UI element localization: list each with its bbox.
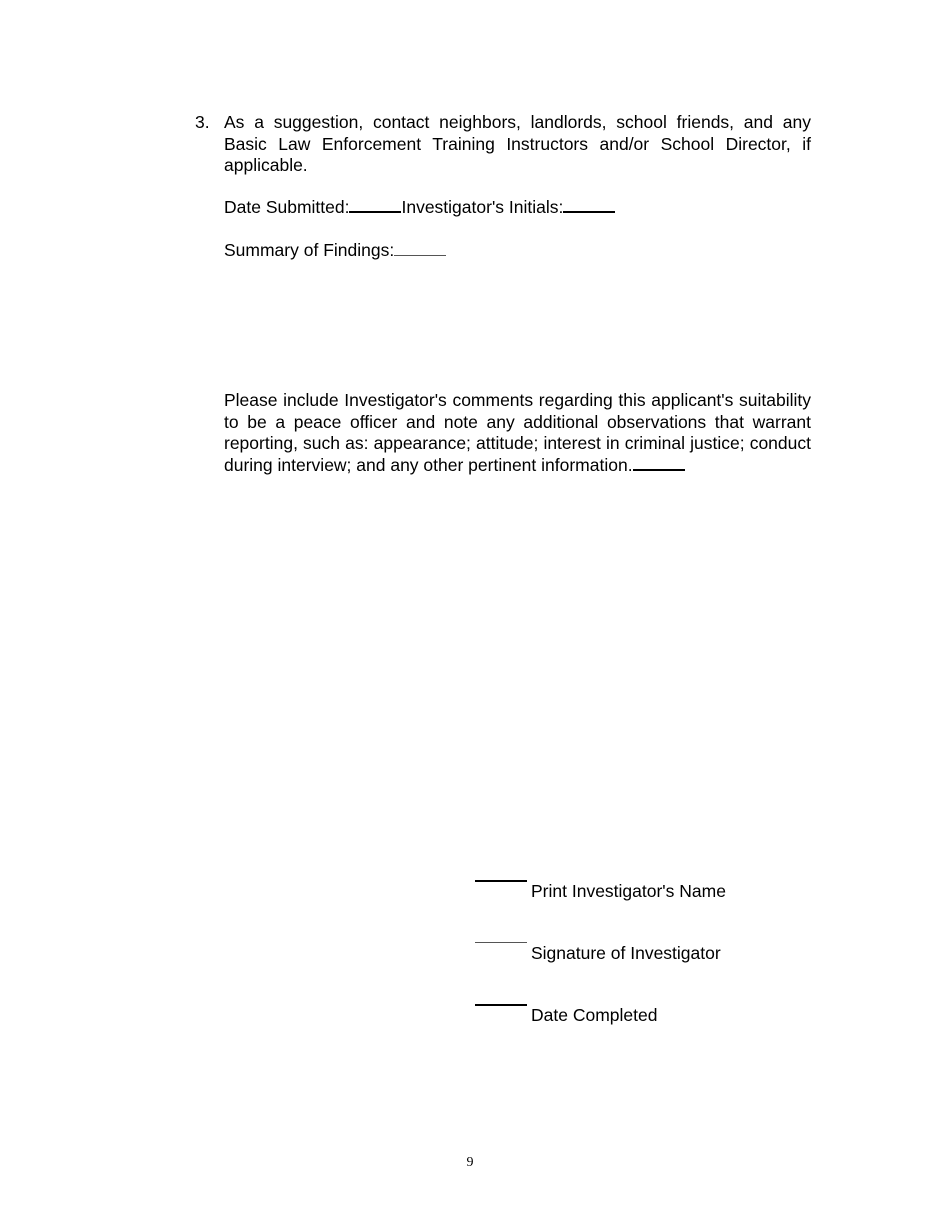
date-submitted-row <box>224 197 615 219</box>
signature-line[interactable] <box>475 942 527 943</box>
investigator-initials-label: Investigator's Initials: <box>401 197 564 217</box>
comments-instruction-text: Please include Investigator's comments regarding this applicant's suitability to be a peace officer and note any additional observations that warrant reporting, such as: appearance; attitude; interest in criminal justice; conduct during interview; and any other pertinent information. <box>224 390 811 475</box>
signature-label: Signature of Investigator <box>531 943 721 963</box>
date-completed-line[interactable] <box>475 1004 527 1006</box>
summary-of-findings-label: Summary of Findings: <box>224 240 395 260</box>
summary-row <box>224 240 446 262</box>
comments-instruction <box>224 390 811 476</box>
print-name-label: Print Investigator's Name <box>531 881 726 901</box>
comments-blank[interactable] <box>633 455 685 471</box>
date-completed-label: Date Completed <box>531 1005 658 1025</box>
item-number: 3. <box>195 112 210 132</box>
date-submitted-label: Date Submitted: <box>224 197 350 217</box>
date-submitted-blank[interactable] <box>349 197 401 213</box>
investigator-initials-blank[interactable] <box>563 197 615 213</box>
summary-of-findings-blank[interactable] <box>394 241 446 256</box>
item-instruction-text: As a suggestion, contact neighbors, landlords, school friends, and any Basic Law Enforcement Training Instructors and/or School Director, if applicable. <box>224 112 811 175</box>
page-number: 9 <box>466 1155 474 1170</box>
print-name-line[interactable] <box>475 880 527 882</box>
